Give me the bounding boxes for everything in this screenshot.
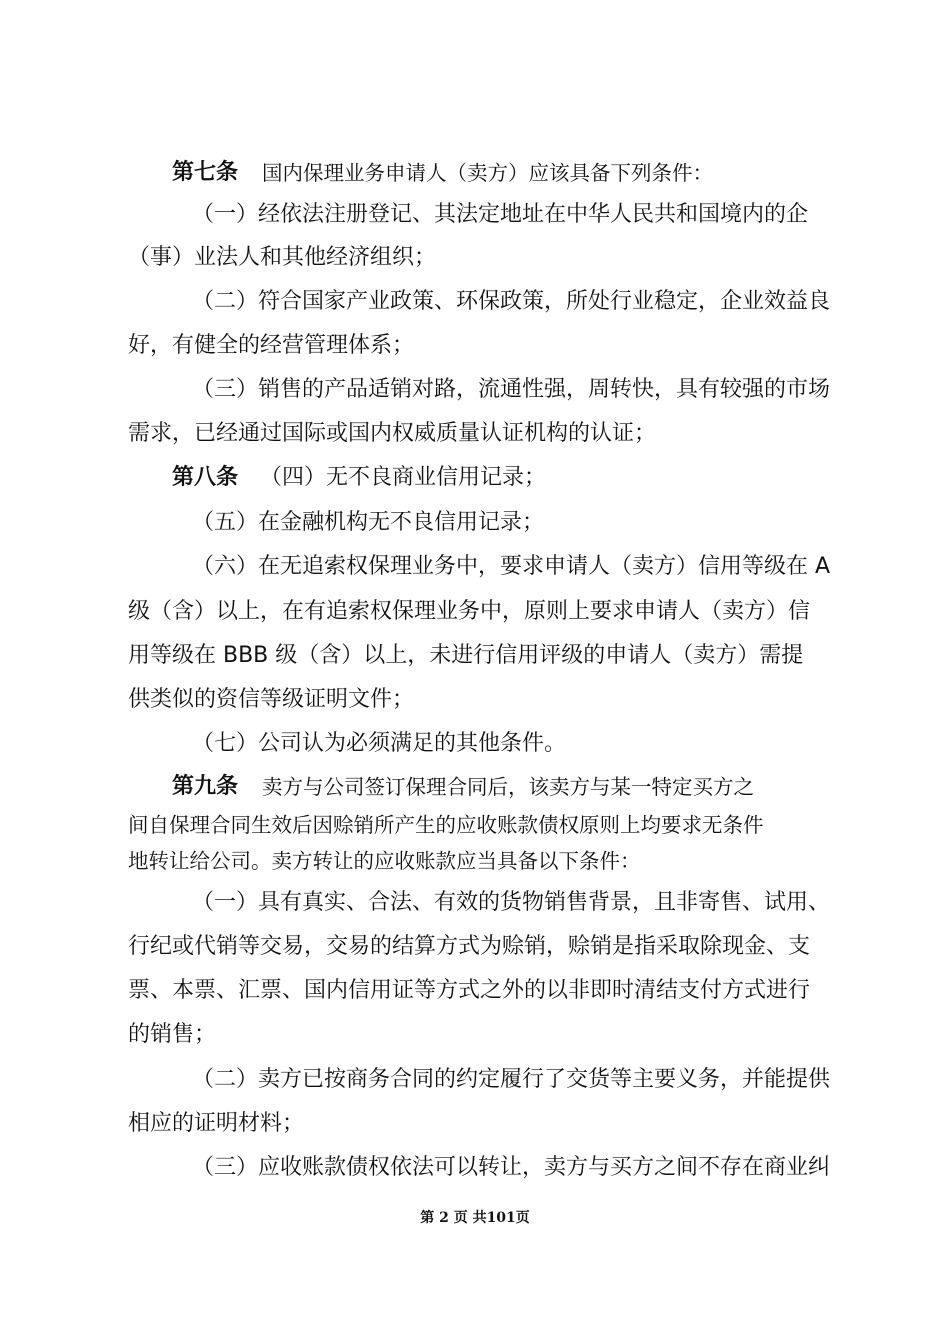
paragraph-line: （七）公司认为必须满足的其他条件。 — [192, 731, 567, 756]
paragraph-line: （六）在无追索权保理业务中，要求申请人（卖方）信用等级在 A — [192, 554, 831, 579]
paragraph-line: 间自保理合同生效后因赊销所产生的应收账款债权原则上均要求无条件 — [128, 813, 764, 837]
paragraph-line: 好，有健全的经营管理体系； — [128, 333, 415, 358]
paragraph-line: 地转让给公司。卖方转让的应收账款应当具备以下条件： — [128, 849, 641, 873]
article8-item4: （四）无不良商业信用记录； — [260, 465, 547, 490]
article8-heading: 第八条 — [172, 465, 239, 490]
paragraph-line: （事）业法人和其他经济组织； — [128, 245, 437, 270]
paragraph-line: 需求，已经通过国际或国内权威质量认证机构的认证； — [128, 421, 657, 446]
article7-intro: 国内保理业务申请人（卖方）应该具备下列条件： — [262, 161, 713, 185]
paragraph-line: （三）销售的产品适销对路，流通性强，周转快，具有较强的市场 — [192, 377, 831, 402]
paragraph-line: 行纪或代销等交易，交易的结算方式为赊销，赊销是指采取除现金、支 — [128, 934, 811, 959]
paragraph-line: 用等级在 BBB 级（含）以上，未进行信用评级的申请人（卖方）需提 — [128, 643, 804, 668]
paragraph-line: （三）应收账款债权依法可以转让，卖方与买方之间不存在商业纠 — [192, 1155, 831, 1180]
article7-heading: 第七条 — [172, 160, 239, 185]
paragraph-line: 相应的证明材料； — [128, 1111, 305, 1136]
paragraph-line: （二）卖方已按商务合同的约定履行了交货等主要义务，并能提供 — [192, 1067, 831, 1092]
paragraph-line: （一）经依法注册登记、其法定地址在中华人民共和国境内的企 — [192, 202, 809, 227]
page-footer: 第 2 页 共101页 — [420, 1210, 530, 1226]
paragraph-line: 的销售； — [128, 1022, 217, 1047]
article9-intro: 卖方与公司签订保理合同后，该卖方与某一特定买方之 — [262, 775, 754, 799]
paragraph-line: 级（含）以上，在有追索权保理业务中，原则上要求申请人（卖方）信 — [128, 599, 811, 624]
article9-heading: 第九条 — [172, 774, 239, 799]
paragraph-line: 票、本票、汇票、国内信用证等方式之外的以非即时清结支付方式进行 — [128, 978, 811, 1003]
paragraph-line: （五）在金融机构无不良信用记录； — [192, 510, 545, 535]
paragraph-line: （一）具有真实、合法、有效的货物销售背景，且非寄售、试用、 — [192, 890, 831, 915]
paragraph-line: （二）符合国家产业政策、环保政策，所处行业稳定，企业效益良 — [192, 289, 831, 314]
paragraph-line: 供类似的资信等级证明文件； — [128, 687, 415, 712]
